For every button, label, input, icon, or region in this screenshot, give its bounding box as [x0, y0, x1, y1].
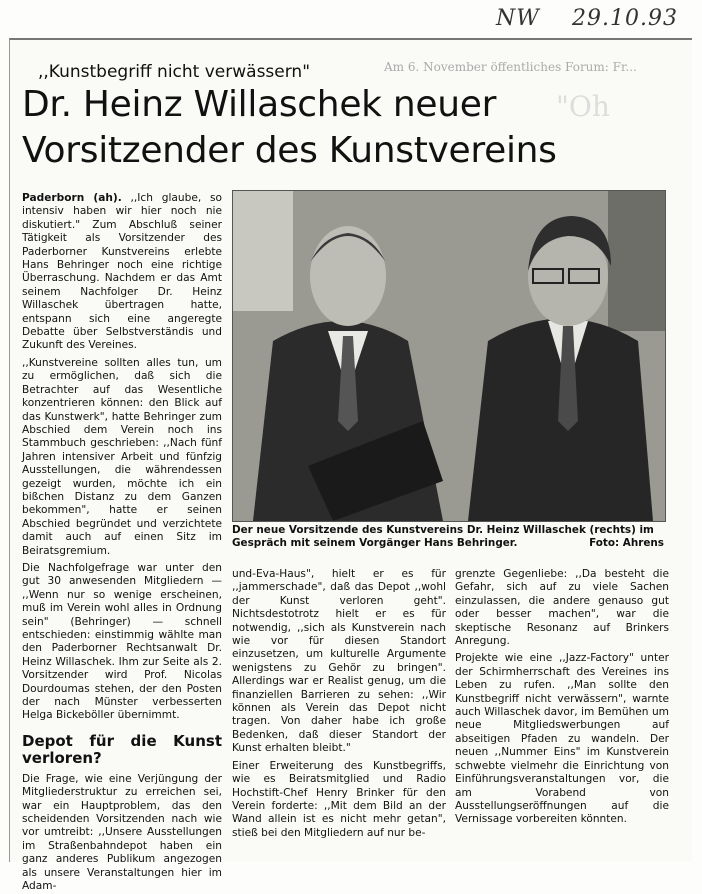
background-plant	[233, 191, 293, 311]
photo-caption	[232, 524, 664, 550]
background-artwork	[608, 191, 665, 331]
article-kicker: ,,Kunstbegriff nicht verwässern"	[38, 62, 311, 82]
article-column-3	[455, 568, 669, 831]
paragraph-2: ,,Kunstvereine sollten alles tun, um zu ermöglichen, daß sich die Betrachter auf das Wesentliche konzentrieren können: den Blick auf das Kunstwerk", hatte Behringer zum Abschied dem Verein noch ins Stammbuch geschrieben: ,,Nach fünf Jahren intensiver Arbeit und fünfzig Ausstellungen, die währendessen gezeigt wurden, möchte ich ein bißchen Distanz zu dem Ganzen bekommen", hatte er seinen Abschied begründet und verzichtete damit auch auf einen Sitz im Beiratsgremium.	[22, 356, 222, 557]
article-column-2	[232, 568, 446, 844]
col3-paragraph-1: grenzte Gegenliebe: ,,Da besteht die Gefahr, sich auf zu viele Sachen einzulassen, die andere genauso gut oder besser machen", war die skeptische Resonanz auf Brinkers Anregung.	[455, 568, 669, 648]
article-column-1	[22, 192, 222, 893]
left-man-head	[310, 226, 386, 326]
article-subhead: Depot für die Kunst verloren?	[22, 731, 222, 767]
article-photo	[232, 190, 666, 522]
col2-paragraph-2: Einer Erweiterung des Kunstbegriffs, wie es Beiratsmitglied und Radio Hochstift-Chef Henry Brinker für den Verein forderte: ,,Mit dem Bild an der Wand allein ist es nicht mehr getan", stieß bei den Mitgliedern auf nur be-	[232, 759, 446, 839]
article-headline: Dr. Heinz Willaschek neuer Vorsitzender des Kunstvereins	[22, 84, 557, 171]
col3-paragraph-2: Projekte wie eine ,,Jazz-Factory" unter der Schirmherrschaft des Vereines ins Leben zu rufen. ,,Man sollte den Kunstbegriff nicht verwässern", warnte auch Willaschek davor, im Bemühen um neue Mitgliedswerbungen auf abseitigen Pfaden zu wandeln. Der neuen ,,Nummer Eins" im Kunstverein schwebte vielmehr die Einrichtung von Einführungsveranstaltungen vor, die am Vorabend von Ausstellungseröffnungen auf die Vernissage vorbereiten könnten.	[455, 652, 669, 826]
handwritten-source-note: NW	[496, 6, 540, 31]
paragraph-3: Die Nachfolgefrage war unter den gut 30 anwesenden Mitgliedern — ,,Wenn nur so wenige erscheinen, muß im Verein wohl alles in Ordnung sein" (Behringer) — schnell entschieden: einstimmig wählte man den Paderborner Rechtsanwalt Dr. Heinz Willaschek. Ihm zur Seite als 2. Vorsitzender wird Prof. Nicolas Dourdoumas stehen, der den Posten der nach Münster verbesserten Helga Bickeböller übernimmt.	[22, 561, 222, 722]
handwritten-date-note: 29.10.93	[572, 6, 678, 31]
paragraph-1	[22, 192, 222, 353]
paragraph-4: Die Frage, wie eine Verjüngung der Mitgliederstruktur zu erreichen sei, war ein Hauptproblem, das den scheidenden Vorsitzenden nach wie vor umtreibt: ,,Unsere Ausstellungen im Straßenbahndepot haben ein ganz anderes Publikum angezogen als unsere Veranstaltungen hier im Adam-	[22, 772, 222, 893]
bleed-through-headline: "Oh	[556, 90, 610, 123]
paragraph-1-text: ,,Ich glaube, so intensiv haben wir hier noch nie diskutiert." Zum Abschluß seiner Tätigkeit als Vorsitzender des Paderborner Kunstvereins erlebte Hans Behringer noch eine richtige Überraschung. Nachdem er das Amt seinem Nachfolger Dr. Heinz Willaschek übertragen hatte, entspann sich eine angeregte Debatte über Selbstverständis und Zukunft des Vereines.	[22, 192, 222, 352]
dateline: Paderborn (ah).	[22, 192, 122, 204]
col2-paragraph-1: und-Eva-Haus", hielt er es für ,,jammerschade", daß das Depot ,,wohl der Kunst verloren geht". Nichtsdestotrotz hielt er es für notwendig, ,,sich als Kunstverein nach wie vor für diesen Standort einzusetzen, um kulturelle Argumente wenigstens zu Gehör zu bringen". Allerdings war er Realist genug, um die finanziellen Barrieren zu sehen: ,,Wir können als Verein das Depot nicht tragen. Von daher habe ich große Bedenken, daß dieser Standort der Kunst erhalten bleibt."	[232, 568, 446, 755]
bleed-through-text: Am 6. November öffentliches Forum: Fr...	[384, 60, 637, 74]
photo-illustration	[233, 191, 665, 521]
caption-text: Der neue Vorsitzende des Kunstvereins Dr. Heinz Willaschek (rechts) im Gespräch mit seinem Vorgänger Hans Behringer.	[232, 524, 654, 549]
photo-credit: Foto: Ahrens	[589, 537, 664, 549]
